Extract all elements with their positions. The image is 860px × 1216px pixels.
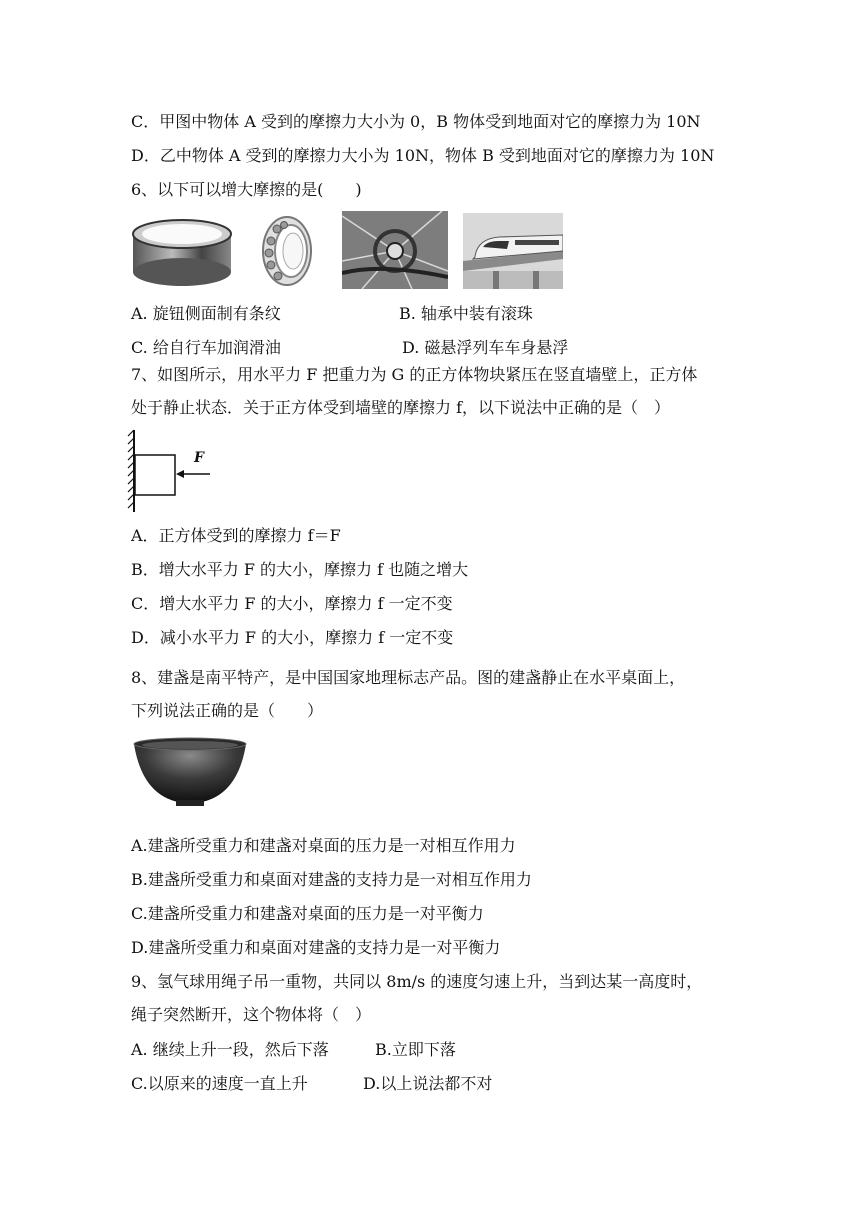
q6-option-d: D. 磁悬浮列车车身悬浮 — [402, 338, 569, 357]
force-f-label: F — [194, 450, 204, 466]
q7-option-d: D．减小水平力 F 的大小，摩擦力 f 一定不变 — [131, 628, 454, 647]
q8-option-d: D.建盏所受重力和桌面对建盏的支持力是一对平衡力 — [131, 938, 501, 957]
wall-block-force-diagram — [126, 428, 214, 514]
question-9-stem-line1: 9、氢气球用绳子吊一重物，共同以 8m/s 的速度匀速上升，当到达某一高度时， — [131, 972, 703, 991]
ball-bearing-image — [251, 213, 323, 289]
question-7-stem-line2: 处于静止状态．关于正方体受到墙壁的摩擦力 f，以下说法中正确的是（ ） — [131, 398, 671, 417]
question-8-stem-line1: 8、建盏是南平特产，是中国国家地理标志产品。图的建盏静止在水平桌面上， — [131, 668, 686, 687]
q6-option-c: C. 给自行车加润滑油 — [131, 338, 281, 357]
q9-option-a: A. 继续上升一段，然后下落 — [131, 1040, 329, 1059]
question-9-stem-line2: 绳子突然断开，这个物体将（ ） — [131, 1005, 372, 1024]
q6-option-a: A. 旋钮侧面制有条纹 — [131, 304, 281, 323]
question-8-stem-line2: 下列说法正确的是（ ） — [131, 701, 324, 720]
q5-option-c: C．甲图中物体 A 受到的摩擦力大小为 0，B 物体受到地面对它的摩擦力为 10N — [131, 112, 701, 131]
q7-option-c: C．增大水平力 F 的大小，摩擦力 f 一定不变 — [131, 594, 453, 613]
knob-with-stripes-image — [131, 218, 233, 288]
q7-option-b: B．增大水平力 F 的大小，摩擦力 f 也随之增大 — [131, 560, 469, 579]
q5-option-d: D．乙中物体 A 受到的摩擦力大小为 10N，物体 B 受到地面对它的摩擦力为 10N — [131, 146, 715, 165]
q8-option-c: C.建盏所受重力和建盏对桌面的压力是一对平衡力 — [131, 904, 484, 923]
q9-option-d: D.以上说法都不对 — [363, 1074, 493, 1093]
maglev-train-image — [463, 213, 563, 289]
q9-option-c: C.以原来的速度一直上升 — [131, 1074, 308, 1093]
q8-option-a: A.建盏所受重力和建盏对桌面的压力是一对相互作用力 — [131, 836, 516, 855]
bicycle-chain-image — [342, 211, 448, 289]
question-6-stem: 6、以下可以增大摩擦的是( ) — [131, 180, 362, 199]
question-7-stem-line1: 7、如图所示，用水平力 F 把重力为 G 的正方体物块紧压在竖直墙壁上，正方体 — [131, 365, 698, 384]
q7-option-a: A．正方体受到的摩擦力 f＝F — [131, 526, 341, 545]
q9-option-b: B.立即下落 — [375, 1040, 456, 1059]
tea-bowl-image — [132, 736, 248, 810]
q6-option-b: B. 轴承中装有滚珠 — [399, 304, 533, 323]
q8-option-b: B.建盏所受重力和桌面对建盏的支持力是一对相互作用力 — [131, 870, 532, 889]
